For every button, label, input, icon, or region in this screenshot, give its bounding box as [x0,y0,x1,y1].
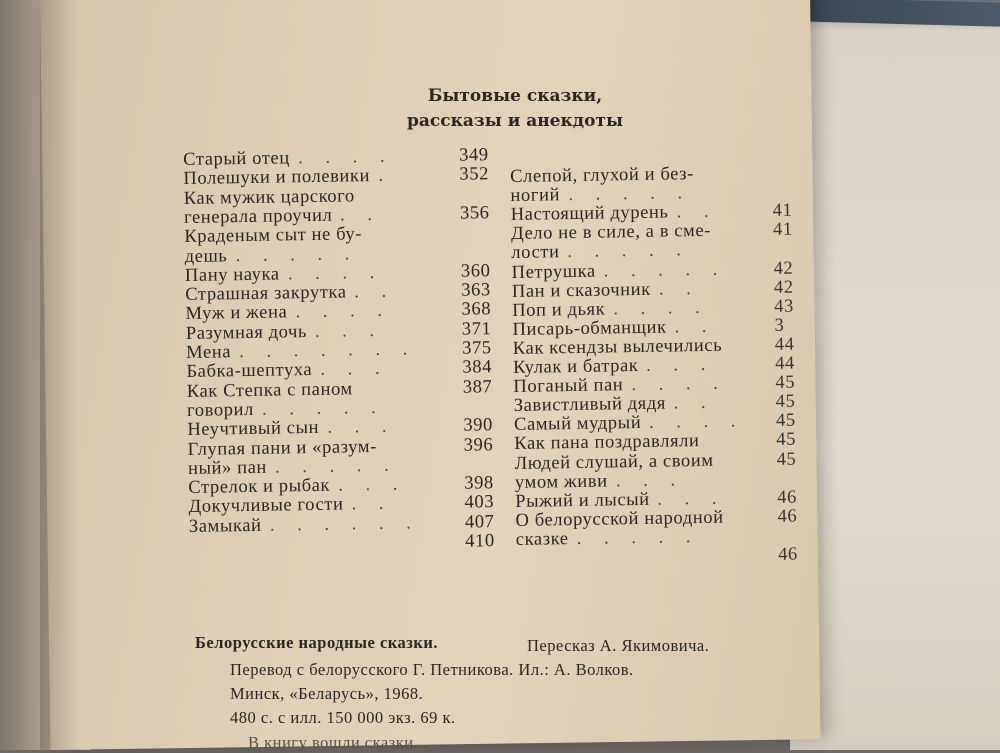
section-heading-line2: рассказы и анекдоты [406,111,624,131]
entry-title: Рыжий и лысый [515,489,650,512]
entry-title: Как Степка с паном [186,378,353,402]
entry-page-number: 41 [772,200,793,222]
section-heading-line1: Бытовые сказки, [427,86,603,106]
entry-title: умом живи [514,471,608,493]
entry-page-number: 371 [461,318,492,340]
entry-title: Мена [186,342,232,363]
entry-page-number: 352 [459,164,490,185]
entry-page-number: 46 [777,544,798,565]
entry-page-number: 368 [461,299,492,321]
entry-title: Муж и жена [185,302,288,325]
entry-title: Петрушка [511,261,596,283]
entry-title: Как мужик царского [183,185,355,209]
entry-dot-leader: . . . . [648,411,745,434]
entry-title: Настоящий дурень [510,202,669,226]
entry-page-number: 356 [459,203,490,224]
page-fold-shadow [40,0,80,750]
entry-dot-leader: . . [674,316,716,338]
entry-title: Докучливые гости [188,494,344,518]
entry-dot-leader: . . [354,281,396,303]
entry-dot-leader: . . . . . . . [239,339,417,363]
entry-dot-leader: . [378,166,393,187]
imprint-book-title: Белорусские народные сказки. [195,633,439,652]
imprint-annotation: В книгу вошли сказки... [248,733,428,752]
entry-dot-leader: . . . [645,354,715,376]
entry-dot-leader: . . . . . [274,455,398,478]
entry-page-number: 407 [464,511,495,533]
imprint-retold-by: Пересказ А. Якимовича. [527,636,710,655]
entry-dot-leader: . . . . [631,373,727,396]
entry-page-number: 46 [777,487,798,508]
entry-dot-leader: . . . . [613,297,709,320]
entry-page-number: 45 [775,372,796,393]
entry-title: Бабка-шептуха [186,360,313,383]
entry-page-number: 45 [775,410,796,432]
entry-dot-leader: . . . . . . [269,513,420,536]
entry-dot-leader: . . . . . [568,183,692,206]
entry-title: Замыкай [188,515,262,537]
entry-title: Как ксендзы вылечились [512,335,723,359]
entry-dot-leader: . . . . [287,262,384,285]
entry-page-number: 403 [464,492,495,514]
entry-dot-leader: . . . [327,416,396,438]
entry-page-number: 410 [465,531,495,552]
entry-dot-leader: . . [673,393,715,414]
entry-dot-leader: . . . [320,359,389,381]
entry-title: Глупая пани и «разум- [187,436,378,460]
entry-page-number: 387 [462,376,493,398]
entry-dot-leader: . . . [615,469,685,491]
entry-title: говорил [186,399,255,421]
entry-page-number: 44 [774,334,795,355]
entry-page-number: 42 [773,277,794,298]
entry-title: дешь [184,245,228,267]
entry-title: Краденым сыт не бу- [184,224,363,248]
entry-title: Страшная закрутка [185,282,347,306]
entry-dot-leader: . . [351,494,393,515]
imprint-pages-copies: 480 с. с илл. 150 000 экз. 69 к. [230,708,456,727]
entry-dot-leader: . . . . . [576,526,700,549]
entry-title: Завистливый дядя [513,393,667,417]
entry-title: Людей слушай, а своим [514,450,714,474]
entry-page-number: 349 [458,145,489,166]
entry-title: генерала проучил [183,205,333,228]
entry-page-number: 363 [461,280,491,301]
entry-title: сказке [515,529,569,550]
entry-title: Писарь-обманщик [512,317,667,340]
entry-page-number: 45 [776,429,797,451]
entry-title: Поганый пан [513,375,624,398]
entry-page-number: 46 [777,506,798,527]
entry-title: Поп и дьяк [512,299,606,321]
entry-title: Разумная дочь [185,321,308,344]
entry-page-number: 360 [460,260,491,282]
entry-title: Пан и сказочник [511,279,651,302]
entry-page-number: 384 [462,357,493,378]
entry-dot-leader: . . . . . [261,397,385,420]
entry-page-number: 390 [463,415,494,436]
entry-dot-leader: . . . [657,488,726,510]
entry-title: ногий [510,185,561,207]
entry-title: Как пана поздравляли [514,431,700,455]
entry-title: лости [511,242,560,264]
entry-title: Неучтивый сын [187,418,320,441]
entry-title: Слепой, глухой и без- [510,164,695,187]
entry-dot-leader: . . . . . [567,240,691,263]
entry-page-number: 398 [464,473,494,494]
entry-title: Самый мудрый [513,413,642,436]
entry-page-number: 44 [774,353,795,374]
entry-page-number: 43 [774,296,795,317]
entry-dot-leader: . . . . [295,301,392,323]
entry-dot-leader: . . [676,201,718,223]
entry-dot-leader: . . [658,278,700,300]
imprint-publisher: Минск, «Беларусь», 1968. [230,684,424,703]
entry-title: Стрелок и рыбак [188,475,331,499]
entry-dot-leader: . . . . [297,146,394,169]
entry-page-number: 375 [461,338,492,359]
entry-title: Кулак и батрак [513,356,639,378]
entry-dot-leader: . . . [314,320,384,342]
entry-page-number: 41 [772,219,793,241]
entry-page-number: 45 [776,449,797,470]
entry-title: Дело не в силе, а в сме- [510,221,712,245]
entry-title: Полешуки и полевики [183,166,371,190]
entry-dot-leader: . . . . . [235,243,359,266]
entry-dot-leader: . . [339,204,382,226]
entry-title: О белорусской народной [515,507,724,531]
entry-page-number: 3 [774,315,785,336]
entry-page-number: 396 [463,434,494,456]
entry-title: Пану наука [184,264,280,286]
entry-title: ный» пан [187,457,268,479]
entry-dot-leader: . . . . . [603,259,727,282]
entry-page-number: 45 [775,391,796,413]
entry-page-number: 42 [773,258,794,279]
imprint-translation: Перевод с белорусского Г. Петникова. Ил.: А. Волков. [230,660,634,679]
entry-dot-leader: . . . [338,474,407,496]
adjacent-page [790,0,1000,750]
entry-title: Старый отец [183,148,290,170]
